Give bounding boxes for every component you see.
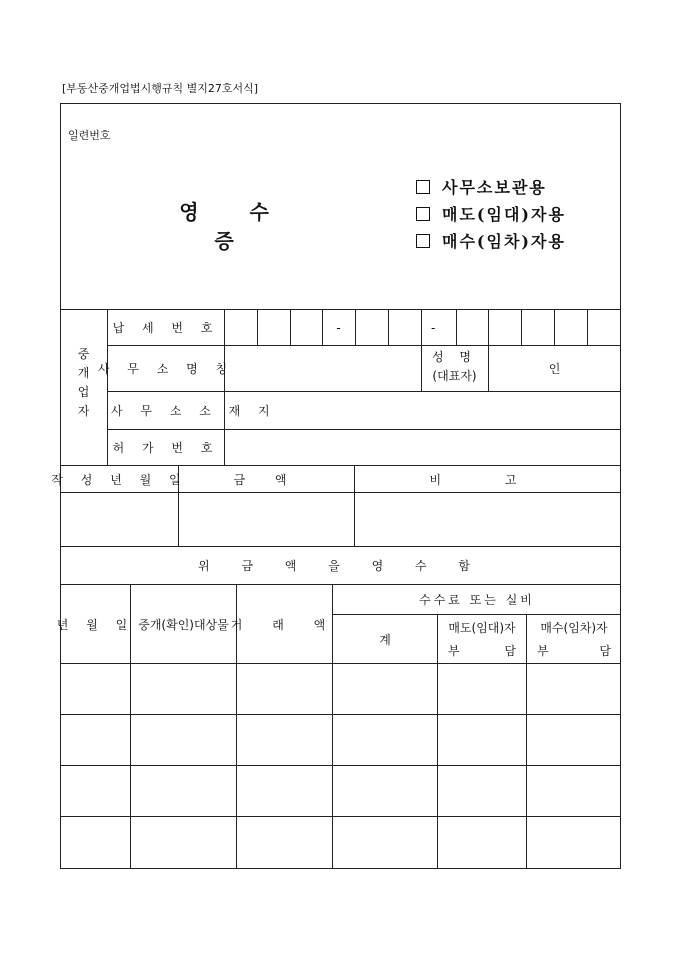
fee-group-header: 수수료 또는 실비	[419, 593, 535, 607]
tax-number-input[interactable]	[225, 310, 621, 345]
license-number-input[interactable]	[225, 430, 621, 465]
copy-options	[416, 173, 566, 254]
tax-number-dash: -	[336, 320, 341, 335]
amount-input[interactable]	[179, 493, 354, 546]
office-address-label: 사 무 소 소 재 지	[111, 404, 277, 418]
buyer-burden-header: 매수(임차)자 부 담	[537, 621, 611, 658]
office-name-label: 사 무 소 명 칭	[97, 362, 235, 376]
object-header: 중개(확인)대상물	[138, 617, 229, 632]
broker-section-label: 중 개 업 자	[77, 347, 90, 418]
deal-amount-header: 거 래 액	[230, 617, 339, 632]
seal-mark[interactable]: 인	[548, 362, 561, 376]
detail-date-header: 년 월 일	[56, 617, 135, 632]
checkbox-icon[interactable]	[416, 180, 430, 194]
receipt-title: 영 수 증	[179, 200, 291, 253]
option-buyer-copy[interactable]	[416, 227, 566, 254]
seller-burden-header: 매도(임대)자 부 담	[448, 621, 516, 658]
table-row[interactable]	[61, 766, 621, 816]
option-label: 사무소보관용	[442, 178, 547, 197]
office-address-input[interactable]	[225, 392, 621, 429]
table-row[interactable]	[61, 664, 621, 714]
license-number-label: 허 가 번 호	[112, 441, 220, 455]
tax-number-dash: -	[431, 320, 436, 335]
option-office-copy[interactable]	[416, 173, 566, 200]
representative-name-label: 성 명 (대표자)	[432, 350, 477, 383]
issue-date-label: 작 성 년 월 일	[51, 472, 188, 487]
option-label: 매수(임차)자용	[442, 232, 566, 251]
receipt-statement: 위 금 액 을 영 수 함	[197, 559, 485, 573]
checkbox-icon[interactable]	[416, 234, 430, 248]
fee-total-header: 계	[379, 632, 391, 647]
remarks-input[interactable]	[355, 493, 621, 546]
checkbox-icon[interactable]	[416, 207, 430, 221]
remarks-label: 비 고	[429, 472, 547, 487]
office-name-input[interactable]	[225, 346, 421, 391]
table-row[interactable]	[61, 817, 621, 868]
serial-number-label: 일련번호	[68, 129, 111, 142]
table-row[interactable]	[61, 715, 621, 765]
tax-number-label: 납 세 번 호	[112, 321, 220, 335]
option-seller-copy[interactable]	[416, 200, 566, 227]
option-label: 매도(임대)자용	[442, 205, 566, 224]
issue-date-input[interactable]	[61, 493, 178, 546]
form-header: [부동산중개업법시행규칙 별지27호서식]	[62, 82, 259, 95]
amount-label: 금 액	[233, 472, 300, 487]
